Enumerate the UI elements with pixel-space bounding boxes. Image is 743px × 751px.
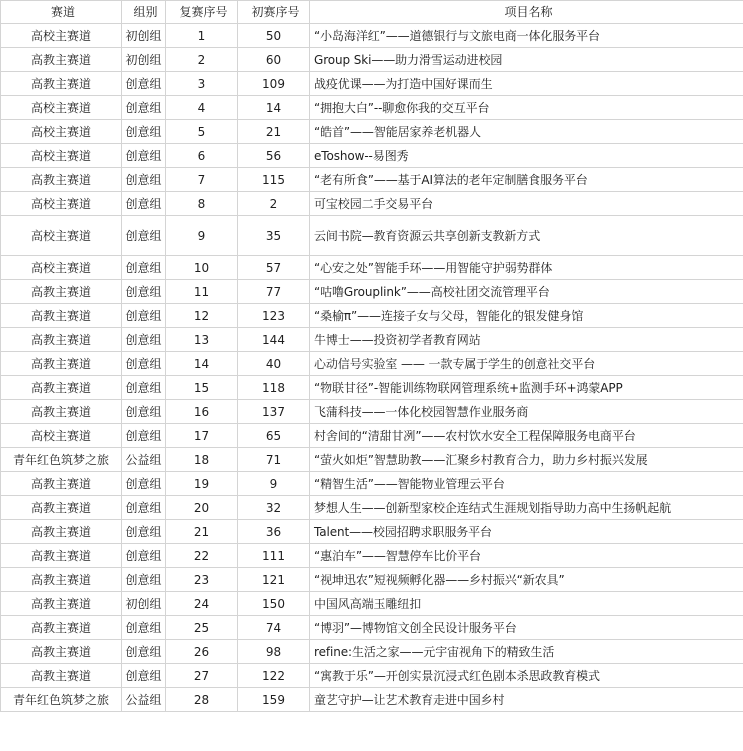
cell-semi-number: 1 [166, 24, 238, 48]
cell-track: 高教主赛道 [1, 664, 122, 688]
cell-prelim-number: 115 [238, 168, 310, 192]
table-row [1, 48, 743, 72]
cell-track: 高校主赛道 [1, 96, 122, 120]
cell-project-name: 牛博士——投资初学者教育网站 [310, 328, 743, 352]
cell-group: 创意组 [122, 472, 166, 496]
cell-track: 高校主赛道 [1, 24, 122, 48]
cell-group: 创意组 [122, 568, 166, 592]
header-project-name: 项目名称 [310, 1, 743, 24]
cell-project-name: “寓教于乐”—开创实景沉浸式红色剧本杀思政教育模式 [310, 664, 743, 688]
cell-semi-number: 15 [166, 376, 238, 400]
cell-semi-number: 14 [166, 352, 238, 376]
cell-project-name: “老有所食”——基于AI算法的老年定制膳食服务平台 [310, 168, 743, 192]
cell-track: 高教主赛道 [1, 472, 122, 496]
cell-prelim-number: 50 [238, 24, 310, 48]
cell-semi-number: 26 [166, 640, 238, 664]
cell-prelim-number: 122 [238, 664, 310, 688]
table-row [1, 96, 743, 120]
cell-project-name: “桑榆π”——连接子女与父母，智能化的银发健身馆 [310, 304, 743, 328]
cell-semi-number: 7 [166, 168, 238, 192]
cell-prelim-number: 98 [238, 640, 310, 664]
cell-track: 高教主赛道 [1, 640, 122, 664]
table-row [1, 424, 743, 448]
header-group: 组别 [122, 1, 166, 24]
cell-project-name: Talent——校园招聘求职服务平台 [310, 520, 743, 544]
cell-semi-number: 8 [166, 192, 238, 216]
cell-group: 创意组 [122, 496, 166, 520]
table-row [1, 616, 743, 640]
cell-group: 创意组 [122, 328, 166, 352]
cell-semi-number: 12 [166, 304, 238, 328]
cell-group: 初创组 [122, 592, 166, 616]
table-body [1, 24, 743, 712]
cell-project-name: 云间书院—教育资源云共享创新支教新方式 [310, 216, 743, 256]
cell-track: 高教主赛道 [1, 72, 122, 96]
table-row [1, 376, 743, 400]
cell-prelim-number: 21 [238, 120, 310, 144]
cell-prelim-number: 57 [238, 256, 310, 280]
cell-project-name: “惠泊车”——智慧停车比价平台 [310, 544, 743, 568]
cell-prelim-number: 71 [238, 448, 310, 472]
cell-group: 创意组 [122, 256, 166, 280]
cell-prelim-number: 118 [238, 376, 310, 400]
cell-semi-number: 18 [166, 448, 238, 472]
cell-group: 创意组 [122, 520, 166, 544]
cell-project-name: refine:生活之家——元宇宙视角下的精致生活 [310, 640, 743, 664]
cell-track: 高校主赛道 [1, 256, 122, 280]
cell-prelim-number: 144 [238, 328, 310, 352]
cell-prelim-number: 36 [238, 520, 310, 544]
cell-track: 高教主赛道 [1, 352, 122, 376]
cell-group: 创意组 [122, 120, 166, 144]
cell-track: 高教主赛道 [1, 304, 122, 328]
cell-project-name: “视坤迅农”短视频孵化器——乡村振兴“新农具” [310, 568, 743, 592]
table-row [1, 328, 743, 352]
cell-project-name: 可宝校园二手交易平台 [310, 192, 743, 216]
cell-project-name: “皓首”——智能居家养老机器人 [310, 120, 743, 144]
cell-group: 创意组 [122, 544, 166, 568]
cell-track: 高校主赛道 [1, 120, 122, 144]
cell-prelim-number: 60 [238, 48, 310, 72]
table-row [1, 120, 743, 144]
cell-prelim-number: 9 [238, 472, 310, 496]
table-row [1, 256, 743, 280]
table-row [1, 640, 743, 664]
cell-track: 高教主赛道 [1, 496, 122, 520]
cell-semi-number: 22 [166, 544, 238, 568]
cell-group: 创意组 [122, 400, 166, 424]
table-row [1, 304, 743, 328]
cell-track: 高校主赛道 [1, 192, 122, 216]
cell-group: 创意组 [122, 216, 166, 256]
cell-group: 创意组 [122, 424, 166, 448]
cell-group: 创意组 [122, 376, 166, 400]
cell-prelim-number: 150 [238, 592, 310, 616]
table-row [1, 400, 743, 424]
table-row [1, 448, 743, 472]
cell-track: 高教主赛道 [1, 544, 122, 568]
header-semi-number: 复赛序号 [166, 1, 238, 24]
cell-prelim-number: 77 [238, 280, 310, 304]
cell-semi-number: 20 [166, 496, 238, 520]
cell-group: 创意组 [122, 96, 166, 120]
cell-semi-number: 13 [166, 328, 238, 352]
table-row [1, 216, 743, 256]
cell-group: 初创组 [122, 24, 166, 48]
cell-project-name: 飞蒲科技——一体化校园智慧作业服务商 [310, 400, 743, 424]
cell-project-name: 梦想人生——创新型家校企连结式生涯规划指导助力高中生扬帆起航 [310, 496, 743, 520]
cell-track: 高教主赛道 [1, 48, 122, 72]
cell-prelim-number: 2 [238, 192, 310, 216]
cell-project-name: “咕噜Grouplink”——高校社团交流管理平台 [310, 280, 743, 304]
cell-prelim-number: 40 [238, 352, 310, 376]
cell-group: 创意组 [122, 352, 166, 376]
cell-project-name: “物联甘径”-智能训练物联网管理系统+监测手环+鸿蒙APP [310, 376, 743, 400]
table-row [1, 280, 743, 304]
cell-group: 初创组 [122, 48, 166, 72]
cell-prelim-number: 109 [238, 72, 310, 96]
table-row [1, 24, 743, 48]
cell-project-name: “博羽”—博物馆文创全民设计服务平台 [310, 616, 743, 640]
cell-prelim-number: 159 [238, 688, 310, 712]
table-row [1, 688, 743, 712]
cell-track: 高校主赛道 [1, 216, 122, 256]
cell-semi-number: 21 [166, 520, 238, 544]
table-row [1, 72, 743, 96]
cell-project-name: 心动信号实验室 —— 一款专属于学生的创意社交平台 [310, 352, 743, 376]
cell-semi-number: 4 [166, 96, 238, 120]
table-row [1, 472, 743, 496]
cell-prelim-number: 121 [238, 568, 310, 592]
cell-semi-number: 28 [166, 688, 238, 712]
cell-track: 高教主赛道 [1, 400, 122, 424]
cell-semi-number: 2 [166, 48, 238, 72]
table-row [1, 496, 743, 520]
cell-project-name: “心安之处”智能手环——用智能守护弱势群体 [310, 256, 743, 280]
cell-prelim-number: 74 [238, 616, 310, 640]
table-row [1, 568, 743, 592]
cell-prelim-number: 137 [238, 400, 310, 424]
cell-prelim-number: 56 [238, 144, 310, 168]
cell-track: 青年红色筑梦之旅 [1, 688, 122, 712]
cell-prelim-number: 35 [238, 216, 310, 256]
cell-track: 高校主赛道 [1, 144, 122, 168]
cell-track: 高校主赛道 [1, 424, 122, 448]
cell-group: 创意组 [122, 72, 166, 96]
header-track: 赛道 [1, 1, 122, 24]
header-prelim-number: 初赛序号 [238, 1, 310, 24]
cell-prelim-number: 14 [238, 96, 310, 120]
cell-project-name: 村舍间的“清甜甘冽”——农村饮水安全工程保障服务电商平台 [310, 424, 743, 448]
cell-semi-number: 17 [166, 424, 238, 448]
cell-project-name: 中国风高端玉雕纽扣 [310, 592, 743, 616]
cell-group: 创意组 [122, 280, 166, 304]
cell-group: 创意组 [122, 144, 166, 168]
cell-semi-number: 19 [166, 472, 238, 496]
table-row [1, 144, 743, 168]
cell-semi-number: 5 [166, 120, 238, 144]
cell-project-name: “小岛海洋红”——道德银行与文旅电商一体化服务平台 [310, 24, 743, 48]
table-row [1, 664, 743, 688]
cell-track: 高教主赛道 [1, 592, 122, 616]
cell-project-name: eToshow--易图秀 [310, 144, 743, 168]
cell-semi-number: 10 [166, 256, 238, 280]
cell-track: 高教主赛道 [1, 616, 122, 640]
cell-project-name: “精智生活”——智能物业管理云平台 [310, 472, 743, 496]
cell-semi-number: 16 [166, 400, 238, 424]
cell-group: 创意组 [122, 168, 166, 192]
cell-semi-number: 11 [166, 280, 238, 304]
table-row [1, 192, 743, 216]
cell-group: 创意组 [122, 616, 166, 640]
table-row [1, 544, 743, 568]
cell-prelim-number: 65 [238, 424, 310, 448]
cell-track: 青年红色筑梦之旅 [1, 448, 122, 472]
cell-prelim-number: 32 [238, 496, 310, 520]
cell-group: 公益组 [122, 448, 166, 472]
cell-group: 创意组 [122, 664, 166, 688]
cell-track: 高教主赛道 [1, 376, 122, 400]
cell-project-name: “萤火如炬”智慧助教——汇聚乡村教育合力，助力乡村振兴发展 [310, 448, 743, 472]
cell-semi-number: 6 [166, 144, 238, 168]
cell-semi-number: 25 [166, 616, 238, 640]
cell-track: 高教主赛道 [1, 520, 122, 544]
header-row [1, 1, 743, 24]
cell-track: 高教主赛道 [1, 168, 122, 192]
cell-semi-number: 27 [166, 664, 238, 688]
cell-semi-number: 23 [166, 568, 238, 592]
cell-project-name: Group Ski——助力滑雪运动进校园 [310, 48, 743, 72]
cell-project-name: 战疫优课——为打造中国好课而生 [310, 72, 743, 96]
table-row [1, 352, 743, 376]
cell-group: 公益组 [122, 688, 166, 712]
cell-project-name: 童艺守护—让艺术教育走进中国乡村 [310, 688, 743, 712]
table-row [1, 520, 743, 544]
cell-semi-number: 24 [166, 592, 238, 616]
cell-semi-number: 3 [166, 72, 238, 96]
cell-track: 高教主赛道 [1, 280, 122, 304]
cell-prelim-number: 111 [238, 544, 310, 568]
cell-semi-number: 9 [166, 216, 238, 256]
cell-group: 创意组 [122, 304, 166, 328]
table-row [1, 592, 743, 616]
cell-project-name: “拥抱大白”--聊愈你我的交互平台 [310, 96, 743, 120]
cell-group: 创意组 [122, 640, 166, 664]
cell-track: 高教主赛道 [1, 328, 122, 352]
cell-track: 高教主赛道 [1, 568, 122, 592]
cell-group: 创意组 [122, 192, 166, 216]
cell-prelim-number: 123 [238, 304, 310, 328]
table-row [1, 168, 743, 192]
